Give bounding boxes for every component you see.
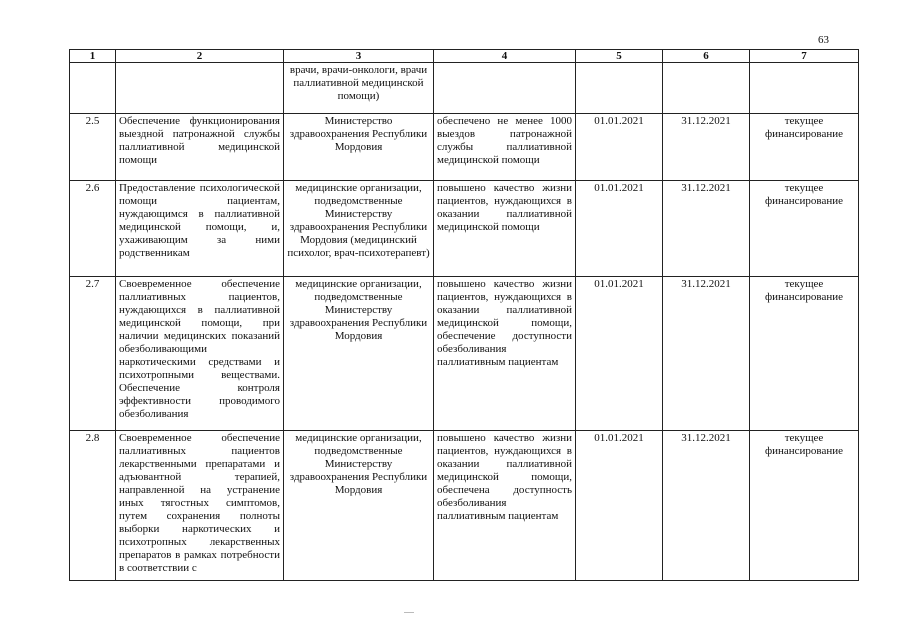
table-row [70,277,859,431]
measure-cell [116,63,284,114]
row-number: 2.6 [70,181,116,277]
result-cell: повышено качество жизни пациентов, нуждающихся в оказании паллиативной медицинской помощи [434,181,576,277]
row-number: 2.5 [70,114,116,181]
row-number [70,63,116,114]
header-col-1: 1 [70,50,116,63]
table-row [70,181,859,277]
result-cell: повышено качество жизни пациентов, нуждающихся в оказании паллиативной медицинской помощи, обеспечена доступность обезболивания паллиативным пациентам [434,431,576,581]
funding-cell: текущее финансирование [750,114,859,181]
executor-cell: Министерство здравоохранения Республики Мордовия [284,114,434,181]
executor-cell: медицинские организации, подведомственные Министерству здравоохранения Республики Мордовия [284,277,434,431]
funding-cell [750,63,859,114]
measure-cell: Своевременное обеспечение паллиативных пациентов лекарственными препаратами и адъювантной терапией, направленной на устранение иных тягостных симптомов, путем сохранения полноты выборки наркотических и психотропных лекарственных препаратов в рамках потребности в соответствии с [116,431,284,581]
start-date-cell [576,63,663,114]
table-row [70,431,859,581]
start-date-cell: 01.01.2021 [576,277,663,431]
measures-table [69,49,859,581]
result-cell: повышено качество жизни пациентов, нуждающихся в оказании паллиативной медицинской помощи, обеспечение доступности обезболивания паллиативным пациентам [434,277,576,431]
header-col-7: 7 [750,50,859,63]
end-date-cell: 31.12.2021 [663,114,750,181]
executor-cell: медицинские организации, подведомственные Министерству здравоохранения Республики Мордовия [284,431,434,581]
executor-cell: врачи, врачи-онкологи, врачи паллиативной медицинской помощи) [284,63,434,114]
funding-cell: текущее финансирование [750,431,859,581]
measure-cell: Обеспечение функционирования выездной патронажной службы паллиативной медицинской помощи [116,114,284,181]
measure-cell: Своевременное обеспечение паллиативных пациентов, нуждающихся в паллиативной медицинской помощи, при наличии медицинских показаний обезболивающими наркотическими средствами и психотропными веществами. Обеспечение контроля эффективности проводимого обезболивания [116,277,284,431]
table-row [70,63,859,114]
header-col-2: 2 [116,50,284,63]
page-number: 63 [818,34,829,46]
start-date-cell: 01.01.2021 [576,114,663,181]
end-date-cell: 31.12.2021 [663,277,750,431]
end-date-cell: 31.12.2021 [663,181,750,277]
table-row [70,114,859,181]
start-date-cell: 01.01.2021 [576,181,663,277]
start-date-cell: 01.01.2021 [576,431,663,581]
measure-cell: Предоставление психологической помощи пациентам, нуждающимся в паллиативной медицинской помощи, и, ухаживающим за ними родственникам [116,181,284,277]
header-col-4: 4 [434,50,576,63]
header-col-3: 3 [284,50,434,63]
header-row [70,50,859,63]
header-col-5: 5 [576,50,663,63]
header-col-6: 6 [663,50,750,63]
row-number: 2.8 [70,431,116,581]
result-cell [434,63,576,114]
scan-artifact [404,612,414,613]
end-date-cell [663,63,750,114]
executor-cell: медицинские организации, подведомственные Министерству здравоохранения Республики Мордовия (медицинский психолог, врач-психотерапевт) [284,181,434,277]
row-number: 2.7 [70,277,116,431]
funding-cell: текущее финансирование [750,277,859,431]
funding-cell: текущее финансирование [750,181,859,277]
result-cell: обеспечено не менее 1000 выездов патронажной службы паллиативной медицинской помощи [434,114,576,181]
end-date-cell: 31.12.2021 [663,431,750,581]
